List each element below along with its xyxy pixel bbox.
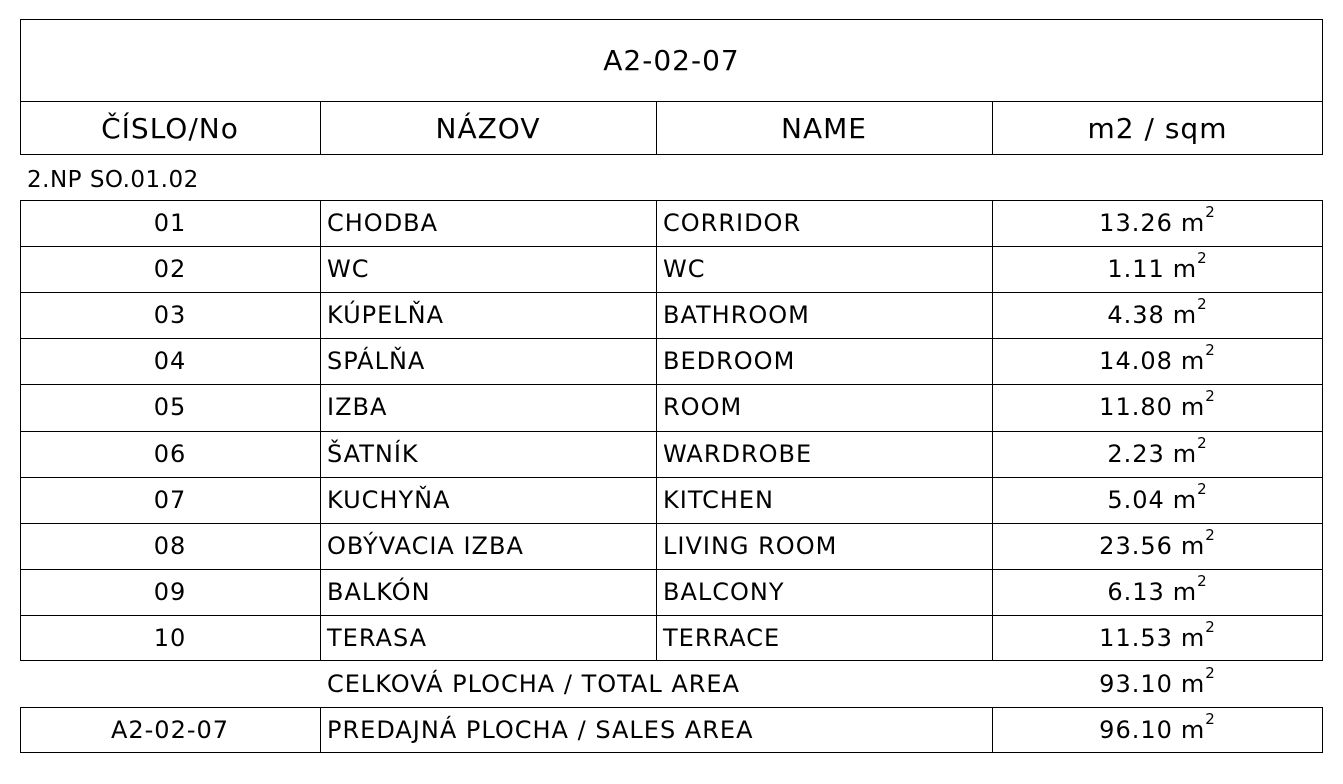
room-area: [992, 338, 1323, 384]
room-area: [992, 569, 1323, 615]
header-area: m2 / sqm: [1087, 112, 1228, 145]
room-area-unit: $m^2$: [1172, 433, 1208, 468]
room-name-en: WARDROBE: [663, 439, 813, 468]
header-name-en: NAME: [781, 112, 867, 145]
room-area-unit: $m^2$: [1180, 525, 1216, 560]
room-number: 09: [153, 577, 187, 606]
room-name-sk: CHODBA: [327, 209, 439, 238]
room-area-number: 4.38: [1107, 301, 1165, 330]
room-number: 06: [153, 439, 187, 468]
room-area-number: 14.08: [1099, 347, 1173, 376]
room-area: [992, 246, 1323, 292]
section-label: 2.NP SO.01.02: [27, 167, 199, 193]
room-name-sk: SPÁLŇA: [327, 347, 426, 376]
header-number: ČÍSLO/No: [101, 112, 239, 145]
room-area-unit: $m^2$: [1172, 571, 1208, 606]
room-name-en: CORRIDOR: [663, 209, 802, 238]
room-name-sk: OBÝVACIA IZBA: [327, 531, 524, 560]
room-name-en: TERRACE: [663, 623, 781, 652]
room-number: 01: [153, 209, 187, 238]
room-name-sk: KUCHYŇA: [327, 485, 451, 514]
room-name-sk: WC: [327, 255, 370, 284]
room-area-unit: $m^2$: [1172, 249, 1208, 284]
room-area-number: 1.11: [1107, 255, 1165, 284]
sales-area-label: PREDAJNÁ PLOCHA / SALES AREA: [327, 716, 754, 744]
room-name-en: BEDROOM: [663, 347, 796, 376]
room-name-en: BATHROOM: [663, 301, 810, 330]
room-number: 03: [153, 301, 187, 330]
room-name-sk: TERASA: [327, 623, 428, 652]
room-name-sk: BALKÓN: [327, 577, 431, 606]
room-area: [992, 292, 1323, 338]
sales-area-value: [992, 707, 1323, 753]
room-area-unit: $m^2$: [1172, 295, 1208, 330]
table-title: A2-02-07: [603, 44, 740, 77]
room-number: 04: [153, 347, 187, 376]
room-area-unit: $m^2$: [1180, 617, 1216, 652]
room-area: [992, 477, 1323, 523]
room-name-en: KITCHEN: [663, 485, 774, 514]
room-area: [992, 384, 1323, 430]
room-area-number: 13.26: [1099, 209, 1173, 238]
room-name-en: ROOM: [663, 393, 743, 422]
header-name-sk: NÁZOV: [435, 112, 541, 145]
room-area-number: 11.80: [1099, 393, 1173, 422]
room-area-unit: $m^2$: [1180, 341, 1216, 376]
room-area: [992, 523, 1323, 569]
room-area: [992, 615, 1323, 661]
sales-area-unit: $m^2$: [1180, 710, 1216, 744]
room-area-number: 2.23: [1107, 439, 1165, 468]
room-name-en: LIVING ROOM: [663, 531, 838, 560]
total-area-value: [992, 661, 1323, 707]
sales-area-number: 96.10: [1099, 716, 1173, 744]
total-area-unit: $m^2$: [1180, 664, 1216, 698]
room-area-unit: $m^2$: [1172, 479, 1208, 514]
room-area: [992, 200, 1323, 246]
room-number: 07: [153, 485, 187, 514]
total-area-number: 93.10: [1099, 670, 1173, 698]
room-name-en: BALCONY: [663, 577, 785, 606]
room-area-number: 11.53: [1099, 623, 1173, 652]
room-area-number: 23.56: [1099, 531, 1173, 560]
room-number: 02: [153, 255, 187, 284]
room-name-sk: IZBA: [327, 393, 388, 422]
room-name-en: WC: [663, 255, 706, 284]
room-number: 10: [153, 623, 187, 652]
room-area-number: 5.04: [1107, 485, 1165, 514]
room-area-unit: $m^2$: [1180, 387, 1216, 422]
room-number: 05: [153, 393, 187, 422]
room-number: 08: [153, 531, 187, 560]
room-name-sk: KÚPELŇA: [327, 301, 445, 330]
room-area-unit: $m^2$: [1180, 203, 1216, 238]
sales-unit-id: A2-02-07: [110, 716, 230, 744]
total-area-label: CELKOVÁ PLOCHA / TOTAL AREA: [327, 670, 741, 698]
room-area: [992, 431, 1323, 477]
room-area-number: 6.13: [1107, 577, 1165, 606]
room-name-sk: ŠATNÍK: [327, 439, 419, 468]
